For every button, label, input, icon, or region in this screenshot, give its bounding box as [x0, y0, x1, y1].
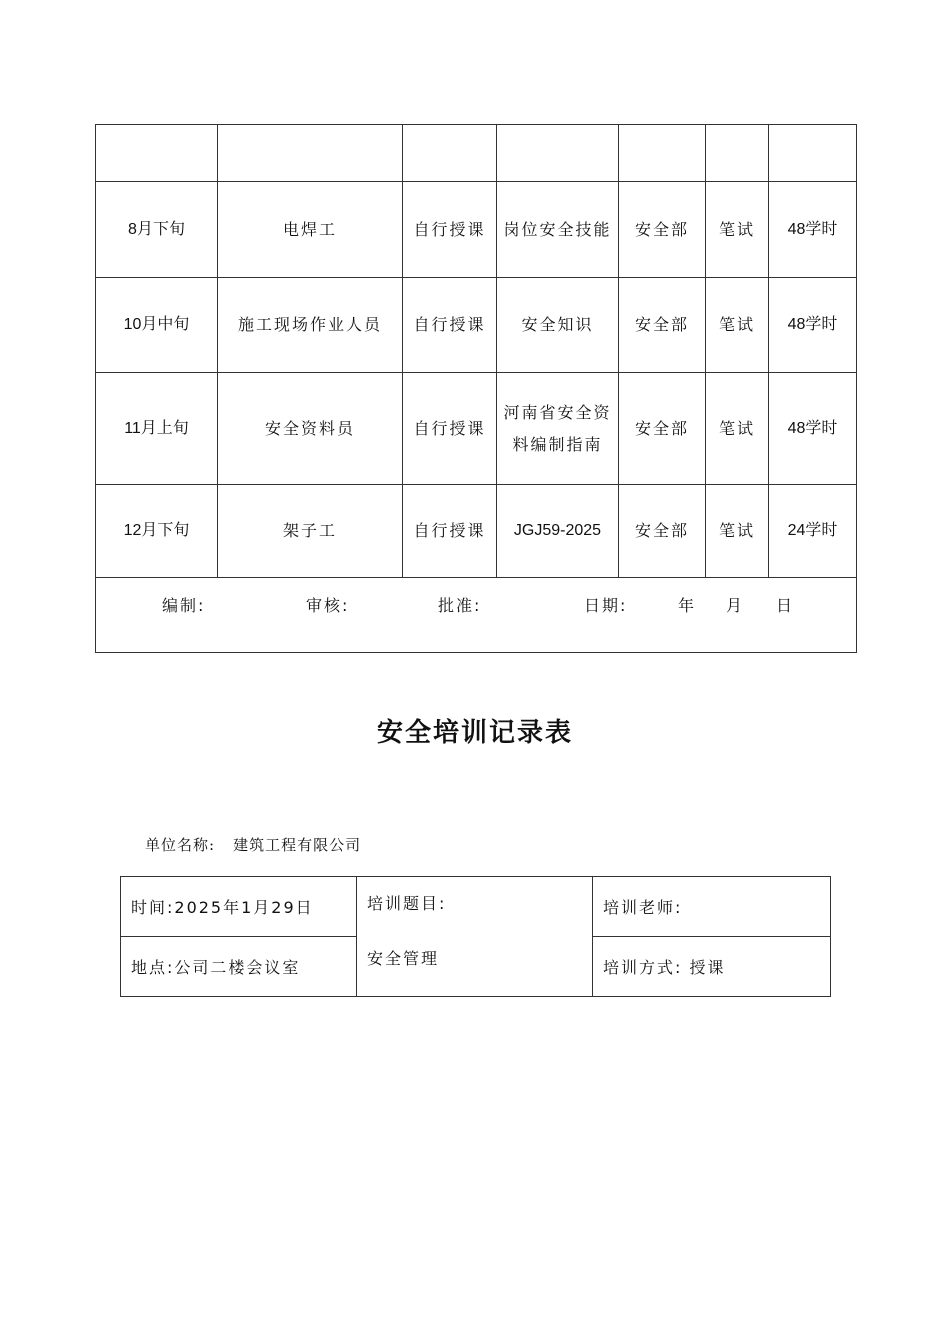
time-cell: 时间:2025年1月29日: [121, 877, 357, 937]
target-cell: [218, 125, 403, 182]
hours-cell: 48学时: [769, 373, 857, 485]
target-cell: 安全资料员: [218, 373, 403, 485]
month-cell: 11月上旬: [96, 373, 218, 485]
exam-cell: [706, 125, 769, 182]
exam-cell: 笔试: [706, 373, 769, 485]
method-cell: [403, 125, 497, 182]
page-title: 安全培训记录表: [376, 718, 573, 748]
table-row: [96, 182, 857, 278]
content-cell: 河南省安全资料编制指南: [497, 373, 619, 485]
teacher-cell: 培训老师:: [593, 877, 831, 937]
table-row: [96, 278, 857, 373]
month-cell: [96, 125, 218, 182]
signature-cell: [96, 578, 857, 653]
prepared-by-label: 编制:: [162, 596, 206, 615]
topic-label: 培训题目:: [367, 894, 447, 913]
dept-cell: 安全部: [619, 373, 706, 485]
exam-cell: 笔试: [706, 485, 769, 578]
hours-cell: 24学时: [769, 485, 857, 578]
hours-cell: 48学时: [769, 182, 857, 278]
target-cell: 电焊工: [218, 182, 403, 278]
unit-value: 建筑工程有限公司: [233, 836, 362, 854]
location-cell: 地点:公司二楼会议室: [121, 937, 357, 997]
unit-label: 单位名称:: [145, 836, 216, 854]
month-cell: 12月下旬: [96, 485, 218, 578]
hours-cell: [769, 125, 857, 182]
dept-cell: [619, 125, 706, 182]
dept-cell: 安全部: [619, 182, 706, 278]
reviewed-by-label: 审核:: [306, 596, 350, 615]
table-row: [96, 485, 857, 578]
content-cell: 岗位安全技能: [497, 182, 619, 278]
topic-cell: [357, 877, 593, 997]
method-cell: 自行授课: [403, 373, 497, 485]
content-cell: 安全知识: [497, 278, 619, 373]
date-label: 日期:: [584, 596, 628, 615]
method-cell: 自行授课: [403, 278, 497, 373]
signature-line: [102, 578, 850, 626]
hours-cell: 48学时: [769, 278, 857, 373]
unit-line: [145, 834, 361, 855]
target-cell: 施工现场作业人员: [218, 278, 403, 373]
month-label: 月: [726, 596, 745, 615]
day-label: 日: [776, 596, 795, 615]
exam-cell: 笔试: [706, 182, 769, 278]
training-plan-table: [95, 124, 857, 653]
dept-cell: 安全部: [619, 485, 706, 578]
table-row: [121, 877, 831, 937]
content-cell: [497, 125, 619, 182]
year-label: 年: [678, 596, 697, 615]
method-cell: 培训方式: 授课: [593, 937, 831, 997]
table-row: [96, 373, 857, 485]
method-cell: 自行授课: [403, 485, 497, 578]
training-record-table: [120, 876, 831, 997]
target-cell: 架子工: [218, 485, 403, 578]
signature-row: [96, 578, 857, 653]
approved-by-label: 批准:: [438, 596, 482, 615]
exam-cell: 笔试: [706, 278, 769, 373]
method-cell: 自行授课: [403, 182, 497, 278]
table-row: [96, 125, 857, 182]
month-cell: 10月中旬: [96, 278, 218, 373]
topic-value: 安全管理: [367, 949, 440, 968]
month-cell: 8月下旬: [96, 182, 218, 278]
content-cell: JGJ59-2025: [497, 485, 619, 578]
dept-cell: 安全部: [619, 278, 706, 373]
